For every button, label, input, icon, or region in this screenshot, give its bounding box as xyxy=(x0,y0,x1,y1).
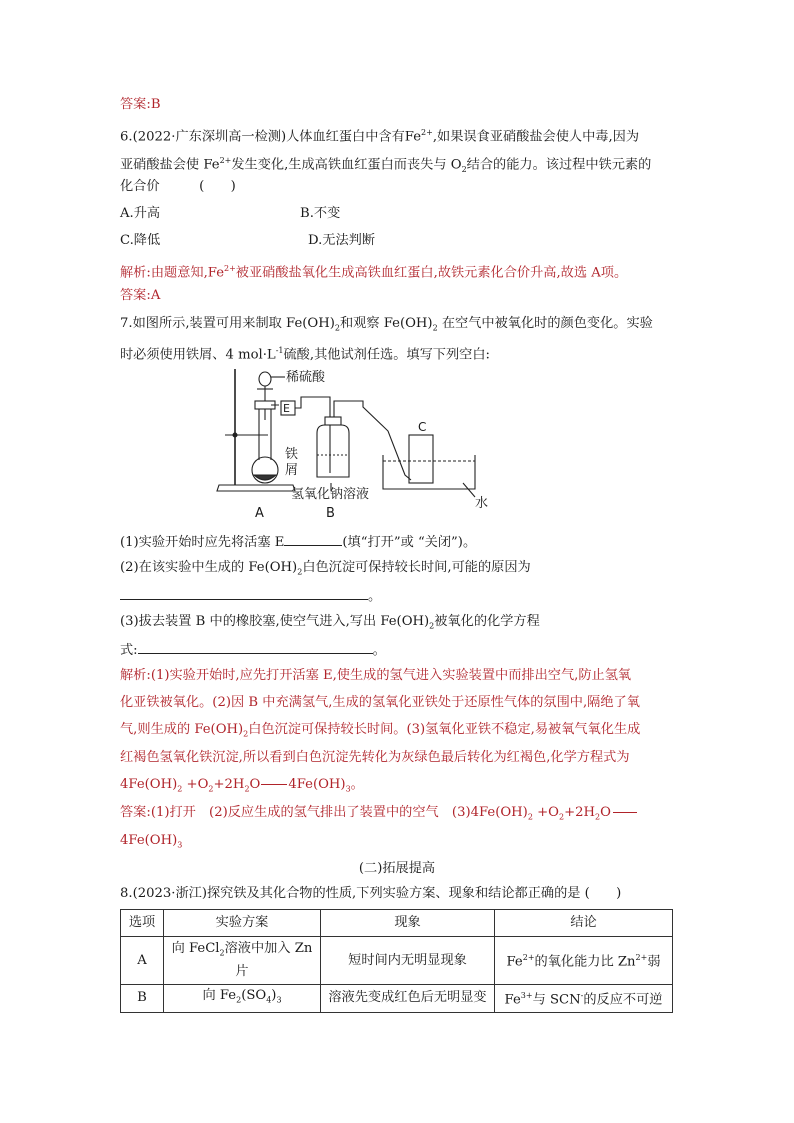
blank-2[interactable] xyxy=(120,585,368,600)
dropping-funnel xyxy=(259,372,271,386)
label-dilute-acid: 稀硫酸 xyxy=(286,370,326,385)
q6-analysis: 解析:由题意知$,Fe^{2+}$被亚硝酸盐氧化生成高铁血红蛋白,故铁元素化合价升高,故选 A项。 xyxy=(120,264,628,281)
q7-stem-line1: 7.如图所示,装置可用来制取 $Fe(OH)_2$和观察 $Fe(OH)_2$ 在空气中被氧化时的颜色变化。实验 xyxy=(120,316,653,333)
stand-base xyxy=(217,485,295,491)
q7-sub1: (1)实验开始时应先将活塞 E (填“打开”或 “关闭”)。 xyxy=(120,531,476,552)
header-conclusion: 结论 xyxy=(495,910,673,937)
iron-filings xyxy=(254,475,276,480)
table-row xyxy=(121,985,673,1013)
row-a-phenomenon: 短时间内无明显现象 xyxy=(321,937,495,985)
q5-answer: 答案:B xyxy=(120,97,161,112)
section-title: (二)拓展提高 xyxy=(358,861,436,876)
option-table xyxy=(120,909,673,1013)
q6-answer: 答案:A xyxy=(120,288,161,303)
header-plan: 实验方案 xyxy=(164,910,321,937)
q6-stem-line1: 6.(2022·广东深圳高一检测)人体血红蛋白中含有$Fe^{2+}$,如果误食亚硝酸盐会使人中毒,因为 xyxy=(120,128,640,145)
blank-3[interactable] xyxy=(138,639,373,654)
table-row xyxy=(121,937,673,985)
q7-analysis-5: $4Fe(OH)_2 +O_2+2H_2O$ $4Fe(OH)_3$。 xyxy=(120,777,364,794)
q8-stem: 8.(2023·浙江)探究铁及其化合物的性质,下列实验方案、现象和结论都正确的是 ( ) xyxy=(120,886,622,901)
q6-option-c: C.降低 xyxy=(120,233,161,248)
table-header-row xyxy=(121,910,673,937)
q7-sub3-blank-line: 式: 。 xyxy=(120,639,386,660)
q7-analysis-4: 红褐色氢氧化铁沉淀,所以看到白色沉淀先转化为灰绿色最后转化为红褐色,化学方程式为 xyxy=(120,750,630,765)
q7-sub3: (3)拔去装置 B 中的橡胶塞,使空气进入,写出 $Fe(OH)_2$被氧化的化学方程 xyxy=(120,614,540,631)
q6-stem-line2: 亚硝酸盐会使 $Fe^{2+}$发生变化,生成高铁血红蛋白而丧失与 $O_2$结合的能力。该过程中铁元素的 xyxy=(120,156,652,175)
delivery-tube-2 xyxy=(334,401,411,480)
row-b-option: B xyxy=(121,985,164,1013)
q6-option-a: A.升高 xyxy=(120,206,161,221)
header-option: 选项 xyxy=(121,910,164,937)
q6-stem-line3: 化合价 ( ) xyxy=(120,179,236,194)
row-b-phenomenon: 溶液先变成红色后无明显变 xyxy=(321,985,495,1013)
q7-sub2-blank-line: 。 xyxy=(120,585,381,606)
q7-analysis-1: 解析:(1)实验开始时,应先打开活塞 E,使生成的氢气进入实验装置中而排出空气,防止氢氧 xyxy=(120,668,632,683)
blank-1[interactable] xyxy=(284,531,342,546)
water-trough xyxy=(383,455,475,489)
delivery-tube-1 xyxy=(271,397,330,417)
q7-answer-1: 答案:(1)打开 (2)反应生成的氢气排出了装置中的空气 $(3)4Fe(OH)_2 +O_2+2H_2O$ xyxy=(120,804,637,827)
bottle-b-stopper xyxy=(325,417,341,425)
q7-stem-line2: 时必须使用铁屑、4 $mol\cdot L^{-1}$硫酸,其他试剂任选。填写下列空白: xyxy=(120,346,490,363)
bottle-b xyxy=(317,425,349,477)
label-iron-2: 屑 xyxy=(285,463,299,478)
row-a-conclusion: $Fe^{2+}$的氧化能力比 $Zn^{2+}$弱 xyxy=(495,937,673,985)
q7-answer-2: $4Fe(OH)_3$ xyxy=(120,833,183,850)
label-iron-1: 铁 xyxy=(285,447,299,462)
label-a: A xyxy=(255,506,264,521)
q6-option-b: B.不变 xyxy=(300,206,341,221)
row-b-plan: 向 $Fe_2(SO_4)_3$ xyxy=(164,985,321,1013)
q6-option-d: D.无法判断 xyxy=(308,233,376,248)
label-b: B xyxy=(326,506,335,521)
test-tube-c xyxy=(409,435,433,483)
header-phenomenon: 现象 xyxy=(321,910,495,937)
row-a-plan: 向 FeCl$_2$溶液中加入 Zn 片 xyxy=(164,937,321,985)
q7-sub2: (2)在该实验中生成的 $Fe(OH)_2$白色沉淀可保持较长时间,可能的原因为 xyxy=(120,560,531,577)
row-b-conclusion: $Fe^{3+}$与 SCN-的反应不可逆 xyxy=(495,985,673,1013)
label-naoh: 氢氧化钠溶液 xyxy=(291,487,370,502)
apparatus-figure xyxy=(213,365,503,525)
q7-analysis-2: 化亚铁被氧化。(2)因 B 中充满氢气,生成的氢氧化亚铁处于还原性气体的氛围中,隔绝了氧 xyxy=(120,695,640,710)
label-c: C xyxy=(418,420,427,434)
label-water: 水 xyxy=(475,496,489,511)
row-a-option: A xyxy=(121,937,164,985)
q7-analysis-3: 气,则生成的 $Fe(OH)_2$白色沉淀可保持较长时间。(3)氢氧化亚铁不稳定,易被氧气氧化生成 xyxy=(120,722,641,739)
label-e: E xyxy=(283,402,290,415)
